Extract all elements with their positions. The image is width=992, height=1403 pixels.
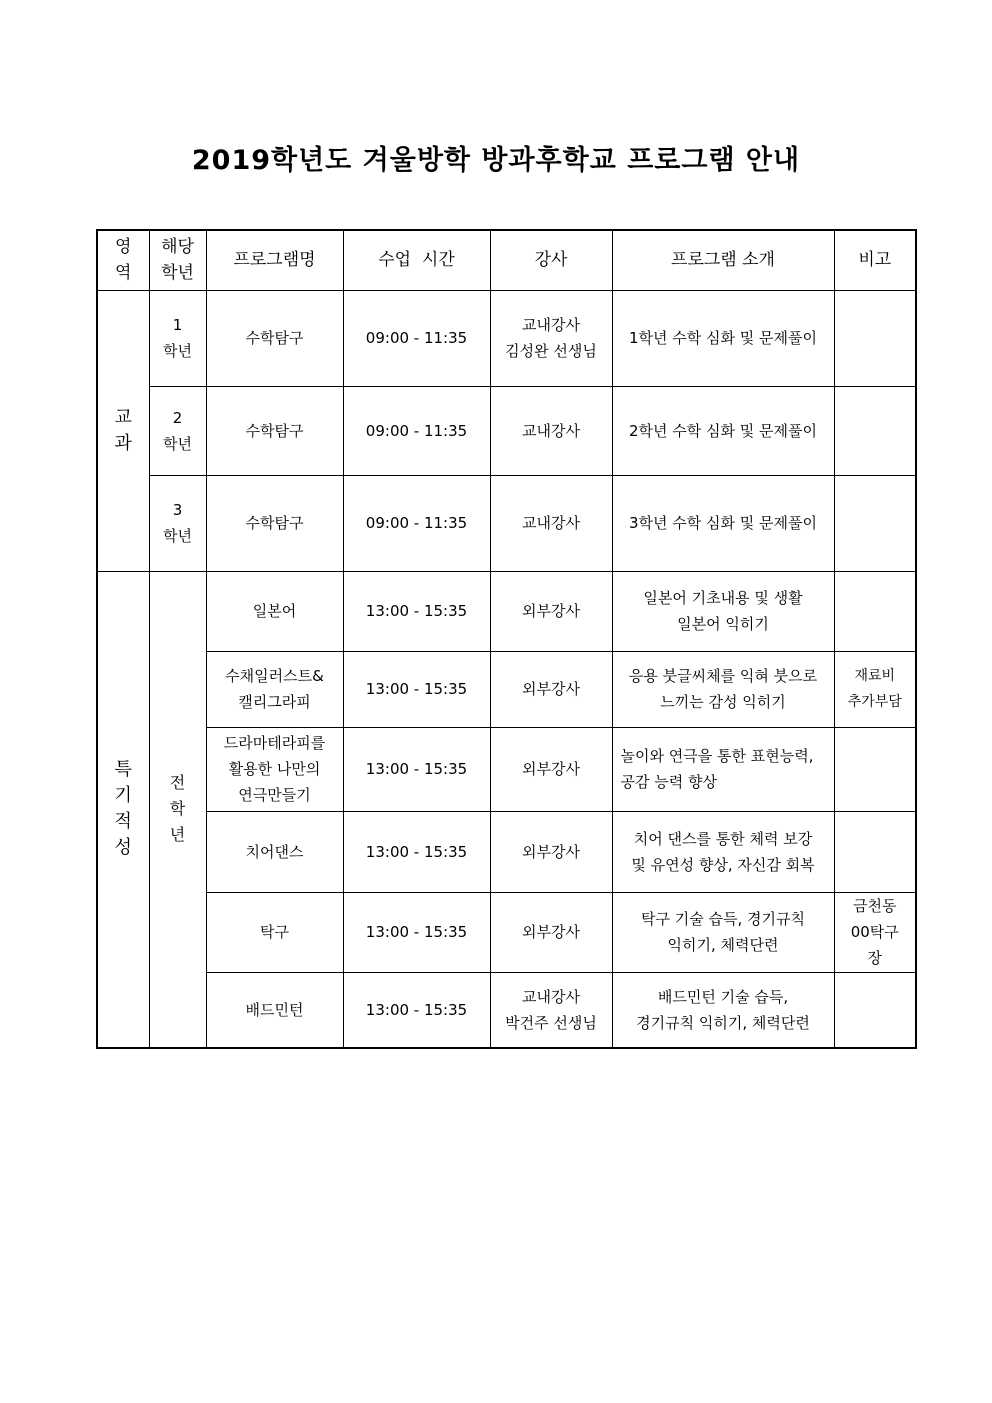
header-grade: 해당 학년: [149, 230, 206, 290]
note-cell: [834, 386, 916, 475]
header-instructor: 강사: [490, 230, 612, 290]
program-cell: 배드민턴: [206, 972, 343, 1048]
table-row: [97, 651, 916, 727]
program-cell: 탁구: [206, 892, 343, 972]
program-cell: 드라마테라피를 활용한 나만의 연극만들기: [206, 727, 343, 811]
time-cell: 09:00 - 11:35: [343, 475, 490, 571]
note-cell: [834, 811, 916, 892]
instructor-cell: 교내강사 김성완 선생님: [490, 290, 612, 386]
program-cell: 일본어: [206, 571, 343, 651]
time-cell: 13:00 - 15:35: [343, 972, 490, 1048]
note-cell: 금천동 00탁구 장: [834, 892, 916, 972]
grade-cell: 3 학년: [149, 475, 206, 571]
grade-cell: 1 학년: [149, 290, 206, 386]
program-cell: 치어댄스: [206, 811, 343, 892]
program-cell: 수학탐구: [206, 386, 343, 475]
grade-cell: 2 학년: [149, 386, 206, 475]
time-cell: 13:00 - 15:35: [343, 651, 490, 727]
time-cell: 13:00 - 15:35: [343, 571, 490, 651]
note-cell: [834, 972, 916, 1048]
intro-cell: 1학년 수학 심화 및 문제풀이: [612, 290, 834, 386]
table-row: [97, 972, 916, 1048]
time-cell: 09:00 - 11:35: [343, 290, 490, 386]
table-row: [97, 290, 916, 386]
time-cell: 13:00 - 15:35: [343, 811, 490, 892]
note-cell: [834, 727, 916, 811]
intro-cell: 응용 붓글씨체를 익혀 붓으로 느끼는 감성 익히기: [612, 651, 834, 727]
intro-cell: 3학년 수학 심화 및 문제풀이: [612, 475, 834, 571]
time-cell: 13:00 - 15:35: [343, 727, 490, 811]
note-cell: [834, 290, 916, 386]
note-cell: 재료비 추가부담: [834, 651, 916, 727]
table-row: [97, 475, 916, 571]
intro-cell: 2학년 수학 심화 및 문제풀이: [612, 386, 834, 475]
intro-cell: 일본어 기초내용 및 생활 일본어 익히기: [612, 571, 834, 651]
program-cell: 수학탐구: [206, 475, 343, 571]
note-cell: [834, 571, 916, 651]
intro-cell: 탁구 기술 습득, 경기규칙 익히기, 체력단련: [612, 892, 834, 972]
area-cell: 특 기 적 성: [97, 571, 149, 1048]
intro-cell: 배드민턴 기술 습득, 경기규칙 익히기, 체력단련: [612, 972, 834, 1048]
intro-cell: 놀이와 연극을 통한 표현능력, 공감 능력 향상: [612, 727, 834, 811]
instructor-cell: 교내강사: [490, 386, 612, 475]
table-row: [97, 571, 916, 651]
area-cell: 교 과: [97, 290, 149, 571]
instructor-cell: 외부강사: [490, 571, 612, 651]
header-program: 프로그램명: [206, 230, 343, 290]
header-row: [97, 230, 916, 290]
table-row: [97, 386, 916, 475]
table-row: [97, 727, 916, 811]
page-title: 2019학년도 겨울방학 방과후학교 프로그램 안내: [191, 145, 801, 176]
instructor-cell: 교내강사: [490, 475, 612, 571]
note-cell: [834, 475, 916, 571]
time-cell: 09:00 - 11:35: [343, 386, 490, 475]
header-time: 수업 시간: [343, 230, 490, 290]
instructor-cell: 외부강사: [490, 651, 612, 727]
intro-cell: 치어 댄스를 통한 체력 보강 및 유연성 향상, 자신감 회복: [612, 811, 834, 892]
instructor-cell: 외부강사: [490, 892, 612, 972]
instructor-cell: 외부강사: [490, 727, 612, 811]
instructor-cell: 교내강사 박건주 선생님: [490, 972, 612, 1048]
program-table: [96, 229, 917, 1049]
grade-all-cell: 전 학 년: [149, 571, 206, 1048]
header-note: 비고: [834, 230, 916, 290]
program-cell: 수채일러스트& 캘리그라피: [206, 651, 343, 727]
instructor-cell: 외부강사: [490, 811, 612, 892]
table-row: [97, 892, 916, 972]
table-row: [97, 811, 916, 892]
header-intro: 프로그램 소개: [612, 230, 834, 290]
time-cell: 13:00 - 15:35: [343, 892, 490, 972]
header-area: 영 역: [97, 230, 149, 290]
program-cell: 수학탐구: [206, 290, 343, 386]
